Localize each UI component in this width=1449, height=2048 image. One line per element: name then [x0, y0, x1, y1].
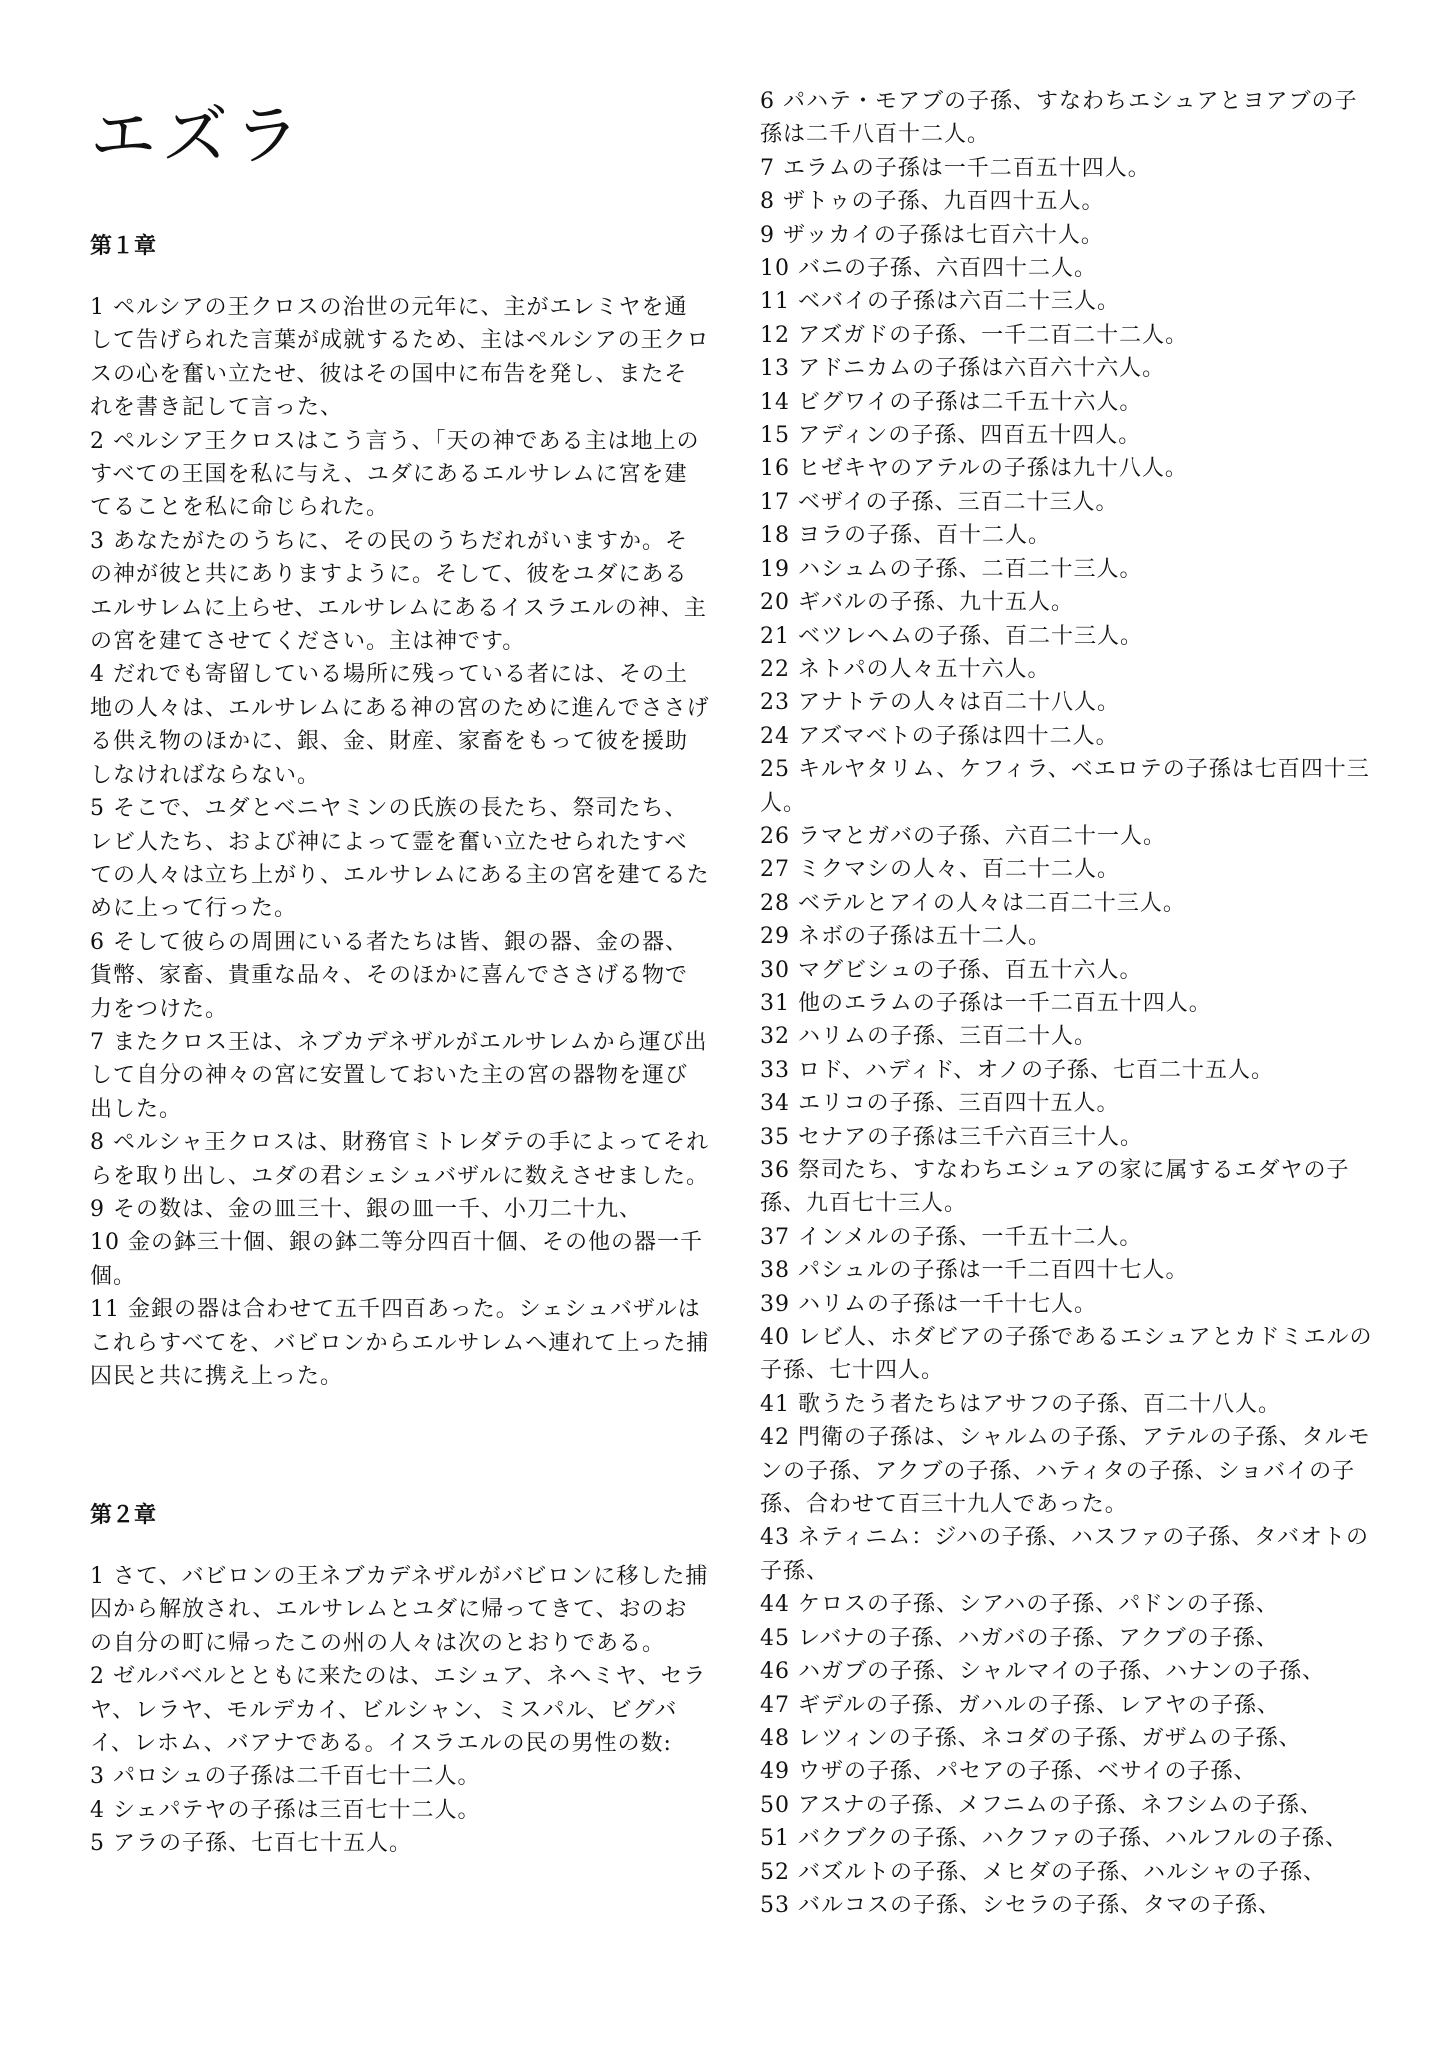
verse: 37 インメルの子孫、一千五十二人。	[760, 1224, 1143, 1250]
verse: 46 ハガブの子孫、シャルマイの子孫、ハナンの子孫、	[760, 1659, 1326, 1685]
verse: 47 ギデルの子孫、ガハルの子孫、レアヤの子孫、	[760, 1692, 1280, 1718]
verse: 43 ネティニム：ジハの子孫、ハスファの子孫、タバオトの子孫、	[760, 1525, 1370, 1584]
verse: 53 バルコスの子孫、シセラの子孫、タマの子孫、	[760, 1892, 1281, 1918]
verse: 40 レビ人、ホダビアの子孫であるエシュアとカドミエルの子孫、七十四人。	[760, 1325, 1373, 1384]
verse: 7 エラムの子孫は一千二百五十四人。	[760, 155, 1151, 181]
verse: 4 だれでも寄留している場所に残っている者には、その土地の人々は、エルサレムにある神の宮のために進んでささげる供え物のほかに、銀、金、財産、家畜をもって彼を援助しなければならない。	[90, 662, 710, 788]
verse: 5 アラの子孫、七百七十五人。	[90, 1831, 412, 1857]
verse: 30 マグビシュの子孫、百五十六人。	[760, 957, 1143, 983]
verse: 36 祭司たち、すなわちエシュアの家に属するエダヤの子孫、九百七十三人。	[760, 1158, 1350, 1217]
verse: 44 ケロスの子孫、シアハの子孫、パドンの子孫、	[760, 1592, 1279, 1618]
verse: 11 ベバイの子孫は六百二十三人。	[760, 289, 1120, 315]
verse: 19 ハシュムの子孫、二百二十三人。	[760, 556, 1143, 582]
chapter-2-verses-left	[90, 1560, 710, 1861]
verse: 29 ネボの子孫は五十二人。	[760, 924, 1051, 950]
verse: 52 バズルトの子孫、メヒダの子孫、ハルシャの子孫、	[760, 1859, 1326, 1885]
verse: 11 金銀の器は合わせて五千四百あった。シェシュバザルはこれらすべてを、バビロンからエルサレムへ連れて上った捕囚民と共に携え上った。	[90, 1297, 710, 1389]
verse: 1 さて、バビロンの王ネブカデネザルがバビロンに移した捕囚から解放され、エルサレムとユダに帰ってきて、おのおの自分の町に帰ったこの州の人々は次のとおりである。	[90, 1564, 709, 1656]
verse: 28 ベテルとアイの人々は二百二十三人。	[760, 890, 1186, 916]
verse: 9 ザッカイの子孫は七百六十人。	[760, 222, 1104, 248]
verse: 32 ハリムの子孫、三百二十人。	[760, 1024, 1097, 1050]
verse: 1 ペルシアの王クロスの治世の元年に、主がエレミヤを通して告げられた言葉が成就するため、主はペルシアの王クロスの心を奮い立たせ、彼はその国中に布告を発し、またそれを書き記して言った、	[90, 295, 710, 421]
verse: 3 あなたがたのうちに、その民のうちだれがいますか。その神が彼と共にありますように。そして、彼をユダにあるエルサレムに上らせ、エルサレムにあるイスラエルの神、主の宮を建てさせてください。主は神です。	[90, 528, 707, 655]
verse: 24 アズマベトの子孫は四十二人。	[760, 723, 1119, 749]
verse: 10 バニの子孫、六百四十二人。	[760, 256, 1097, 282]
verse: 4 シェパテヤの子孫は三百七十二人。	[90, 1797, 481, 1823]
verse: 38 パシュルの子孫は一千二百四十七人。	[760, 1258, 1189, 1284]
verse: 8 ザトゥの子孫、九百四十五人。	[760, 189, 1105, 215]
verse: 18 ヨラの子孫、百十二人。	[760, 523, 1051, 549]
verse: 21 ベツレヘムの子孫、百二十三人。	[760, 623, 1143, 649]
verse: 17 ベザイの子孫、三百二十三人。	[760, 489, 1119, 515]
verse: 14 ビグワイの子孫は二千五十六人。	[760, 389, 1143, 415]
verse: 49 ウザの子孫、パセアの子孫、ベサイの子孫、	[760, 1759, 1257, 1785]
verse: 27 ミクマシの人々、百二十二人。	[760, 857, 1120, 883]
page-title: エズラ	[90, 97, 306, 174]
verse: 42 門衛の子孫は、シャルムの子孫、アテルの子孫、タルモンの子孫、アクブの子孫、ハティタの子孫、ショバイの子孫、合わせて百三十九人であった。	[760, 1425, 1371, 1518]
verse: 16 ヒゼキヤのアテルの子孫は九十八人。	[760, 456, 1188, 482]
verse: 39 ハリムの子孫は一千十七人。	[760, 1291, 1097, 1317]
verse: 2 ペルシア王クロスはこう言う、「天の神である主は地上のすべての王国を私に与え、ユダにあるエルサレムに宮を建てることを私に命じられた。	[90, 428, 700, 521]
verse: 8 ペルシャ王クロスは、財務官ミトレダテの手によってそれらを取り出し、ユダの君シェシュバザルに数えさせました。	[90, 1130, 710, 1189]
verse: 25 キルヤタリム、ケフィラ、ベエロテの子孫は七百四十三人。	[760, 757, 1370, 816]
verse: 10 金の鉢三十個、銀の鉢二等分四百十個、その他の器一千個。	[90, 1230, 703, 1289]
verse: 22 ネトパの人々五十六人。	[760, 656, 1051, 682]
chapter-2-heading: 第２章	[90, 1502, 157, 1528]
verse: 31 他のエラムの子孫は一千二百五十四人。	[760, 990, 1212, 1016]
chapter-2-verses-right	[760, 85, 1380, 1922]
verse: 23 アナトテの人々は百二十八人。	[760, 690, 1120, 716]
verse: 12 アズガドの子孫、一千二百二十二人。	[760, 322, 1189, 348]
verse: 9 その数は、金の皿三十、銀の皿一千、小刀二十九、	[90, 1196, 642, 1222]
verse: 51 バクブクの子孫、ハクファの子孫、ハルフルの子孫、	[760, 1826, 1349, 1852]
chapter-1-verses	[90, 291, 710, 1393]
verse: 3 パロシュの子孫は二千百七十二人。	[90, 1764, 481, 1790]
verse: 34 エリコの子孫、三百四十五人。	[760, 1091, 1120, 1117]
verse: 45 レバナの子孫、ハガバの子孫、アクブの子孫、	[760, 1625, 1279, 1651]
verse: 33 ロド、ハディド、オノの子孫、七百二十五人。	[760, 1057, 1274, 1083]
verse: 48 レツィンの子孫、ネコダの子孫、ガザムの子孫、	[760, 1725, 1302, 1751]
verse: 13 アドニカムの子孫は六百六十六人。	[760, 356, 1166, 382]
verse: 41 歌うたう者たちはアサフの子孫、百二十八人。	[760, 1391, 1281, 1417]
verse: 6 パハテ・モアブの子孫、すなわちエシュアとヨアブの子孫は二千八百十二人。	[760, 89, 1358, 148]
chapter-1-heading: 第１章	[90, 233, 157, 259]
verse: 26 ラマとガバの子孫、六百二十一人。	[760, 823, 1166, 849]
verse: 5 そこで、ユダとベニヤミンの氏族の長たち、祭司たち、レビ人たち、および神によって霊を奮い立たせられたすべての人々は立ち上がり、エルサレムにある主の宮を建てるために上って行った。	[90, 796, 710, 922]
verse: 20 ギバルの子孫、九十五人。	[760, 590, 1074, 616]
verse: 2 ゼルバベルとともに来たのは、エシュア、ネヘミヤ、セラヤ、レラヤ、モルデカイ、ビルシャン、ミスパル、ビグバイ、レホム、バアナである。イスラエルの民の男性の数:	[90, 1664, 707, 1757]
verse: 35 セナアの子孫は三千六百三十人。	[760, 1124, 1143, 1150]
verse: 6 そして彼らの周囲にいる者たちは皆、銀の器、金の器、貨幣、家畜、貴重な品々、そのほかに喜んでささげる物で力をつけた。	[90, 929, 689, 1022]
verse: 15 アディンの子孫、四百五十四人。	[760, 423, 1142, 449]
verse: 50 アスナの子孫、メフニムの子孫、ネフシムの子孫、	[760, 1792, 1323, 1818]
verse: 7 またクロス王は、ネブカデネザルがエルサレムから運び出して自分の神々の宮に安置しておいた主の宮の器物を運び出した。	[90, 1029, 708, 1122]
